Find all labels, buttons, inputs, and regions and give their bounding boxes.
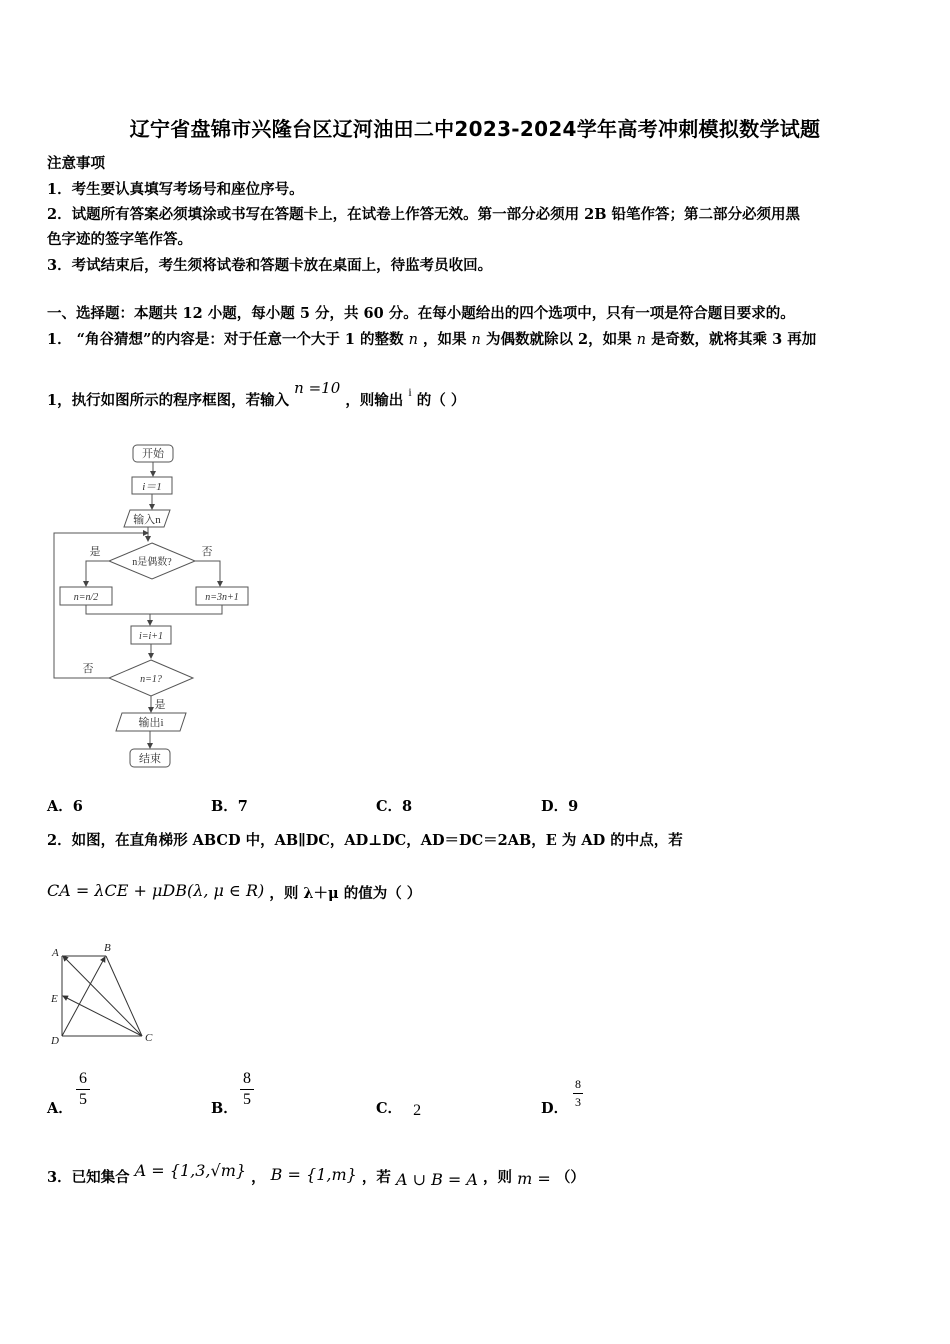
q1-option-b-label: B． (211, 798, 238, 815)
section-heading: 一、选择题：本题共 12 小题，每小题 5 分，共 60 分。在每小题给出的四个选项中，只有一项是符合题目要求的。 (47, 305, 795, 322)
fc-end-label: 结束 (139, 753, 161, 765)
q2-option-b-fraction (240, 1070, 254, 1109)
fc-yes2-label: 是 (154, 699, 166, 711)
q1-intro-d: 是奇数，就将其乘 3 再加 (651, 331, 817, 348)
q1-option-b[interactable] (211, 795, 248, 816)
q1-stem (47, 379, 466, 410)
fraction-bar (573, 1093, 583, 1094)
q1-option-d-label: D． (541, 798, 569, 815)
q1-intro-b: ，如果 (422, 331, 467, 348)
q3-stem-c: ，则 (483, 1169, 513, 1186)
q1-var-n-1: n (408, 332, 418, 348)
q3-condition: A ∪ B = A (395, 1170, 478, 1189)
q1-stem-c: 的（ ） (416, 392, 466, 409)
fc-input-label: 输入n (133, 514, 161, 526)
q1-option-a-label: A． (47, 798, 73, 815)
q1-input-expr: n =10 (294, 379, 341, 397)
q2-label-c: C (145, 1032, 153, 1044)
q2-option-a-fraction (76, 1070, 90, 1109)
q2-option-c-label: C． (376, 1100, 403, 1117)
q1-var-n-2: n (471, 332, 481, 348)
q3-sep: ， (251, 1169, 266, 1186)
q3-ask: m = (517, 1169, 551, 1188)
q2-option-c-value: 2 (413, 1102, 422, 1119)
fraction-bar (240, 1089, 254, 1090)
q2-label-b: B (104, 942, 111, 954)
fc-no1-label: 否 (201, 546, 213, 558)
q2-option-b-label: B． (211, 1100, 238, 1117)
q2-option-a[interactable] (47, 1097, 73, 1118)
fc-yes1-label: 是 (89, 546, 101, 558)
q3-stem-a: 3．已知集合 (47, 1169, 130, 1186)
fc-incr-label: i=i+1 (138, 631, 164, 642)
notice-item-2: 2．试题所有答案必须填涂或书写在答题卡上，在试卷上作答无效。第一部分必须用 2B 铅笔作答；第二部分必须用黑 (47, 206, 801, 223)
q2-label-e: E (51, 993, 58, 1005)
notice-item-3: 3．考试结束后，考生须将试卷和答题卡放在桌面上，待监考员收回。 (47, 257, 493, 274)
q1-intro-a: 1． “角谷猜想”的内容是：对于任意一个大于 1 的整数 (47, 331, 404, 348)
q2-option-b-num: 8 (243, 1070, 251, 1087)
fc-start-label: 开始 (142, 448, 164, 460)
notice-heading: 注意事项 (47, 155, 105, 172)
q2-expr-line (47, 882, 421, 903)
fc-cond2-label: n=1? (140, 674, 162, 685)
q2-option-d[interactable] (541, 1097, 568, 1118)
q1-option-a-value: 6 (72, 798, 83, 815)
q2-option-a-num: 6 (79, 1070, 87, 1087)
q1-option-c[interactable] (376, 795, 412, 816)
q2-option-d-num: 8 (575, 1077, 581, 1091)
q1-stem-a: 1，执行如图所示的程序框图，若输入 (47, 392, 290, 409)
notice-item-2-cont: 色字迹的签字笔作答。 (47, 231, 192, 248)
q1-intro (47, 328, 816, 349)
q2-trapezoid-figure (44, 938, 164, 1050)
q2-option-d-label: D． (541, 1100, 569, 1117)
q1-option-c-label: C． (376, 798, 403, 815)
q2-label-a: A (52, 947, 59, 959)
q2-option-a-den: 5 (79, 1091, 87, 1108)
q1-intro-c: 为偶数就除以 2，如果 (485, 331, 632, 348)
q2-option-c[interactable] (376, 1097, 421, 1118)
q2-expr: CA = λCE + μDB(λ, μ ∈ R) (47, 881, 265, 900)
q2-option-b-den: 5 (243, 1091, 251, 1108)
page-title: 辽宁省盘锦市兴隆台区辽河油田二中2023-2024学年高考冲刺模拟数学试题 (129, 117, 821, 141)
fc-even-label: n=n/2 (73, 592, 99, 603)
q1-stem-b: ，则输出 (345, 392, 404, 409)
fc-odd-label: n=3n+1 (205, 592, 239, 603)
q3-paren: （） (555, 1169, 585, 1186)
q2-option-b[interactable] (211, 1097, 238, 1118)
q3-stem (47, 1161, 585, 1189)
q3-set-b: B = {1,m} (270, 1165, 357, 1184)
q2-option-d-den: 3 (575, 1095, 581, 1109)
q2-option-a-label: A． (47, 1100, 73, 1117)
q1-flowchart (40, 436, 239, 776)
q1-option-c-value: 8 (402, 798, 413, 815)
fc-init-label: i＝1 (142, 481, 162, 493)
q3-stem-b: ，若 (361, 1169, 391, 1186)
q1-output-var: i (408, 385, 412, 399)
q2-label-d: D (51, 1035, 59, 1047)
q1-var-n-3: n (636, 332, 646, 348)
q1-option-d[interactable] (541, 795, 578, 816)
q1-option-b-value: 7 (237, 798, 248, 815)
fc-output-label: 输出i (138, 717, 164, 729)
q2-stem: 2．如图，在直角梯形 ABCD 中，AB∥DC，AD⊥DC，AD＝DC＝2AB，E 为 AD 的中点，若 (47, 832, 683, 849)
notice-item-1: 1．考生要认真填写考场号和座位序号。 (47, 181, 304, 198)
fc-cond1-label: n是偶数? (132, 557, 172, 568)
q1-option-d-value: 9 (568, 798, 579, 815)
q3-set-a: A = {1,3,√m} (134, 1161, 247, 1180)
q2-expr-tail: ，则 λ＋μ 的值为（ ） (269, 885, 422, 902)
fraction-bar (76, 1089, 90, 1090)
q2-option-d-fraction (573, 1077, 583, 1110)
fc-no2-label: 否 (82, 663, 94, 675)
q1-option-a[interactable] (47, 795, 83, 816)
